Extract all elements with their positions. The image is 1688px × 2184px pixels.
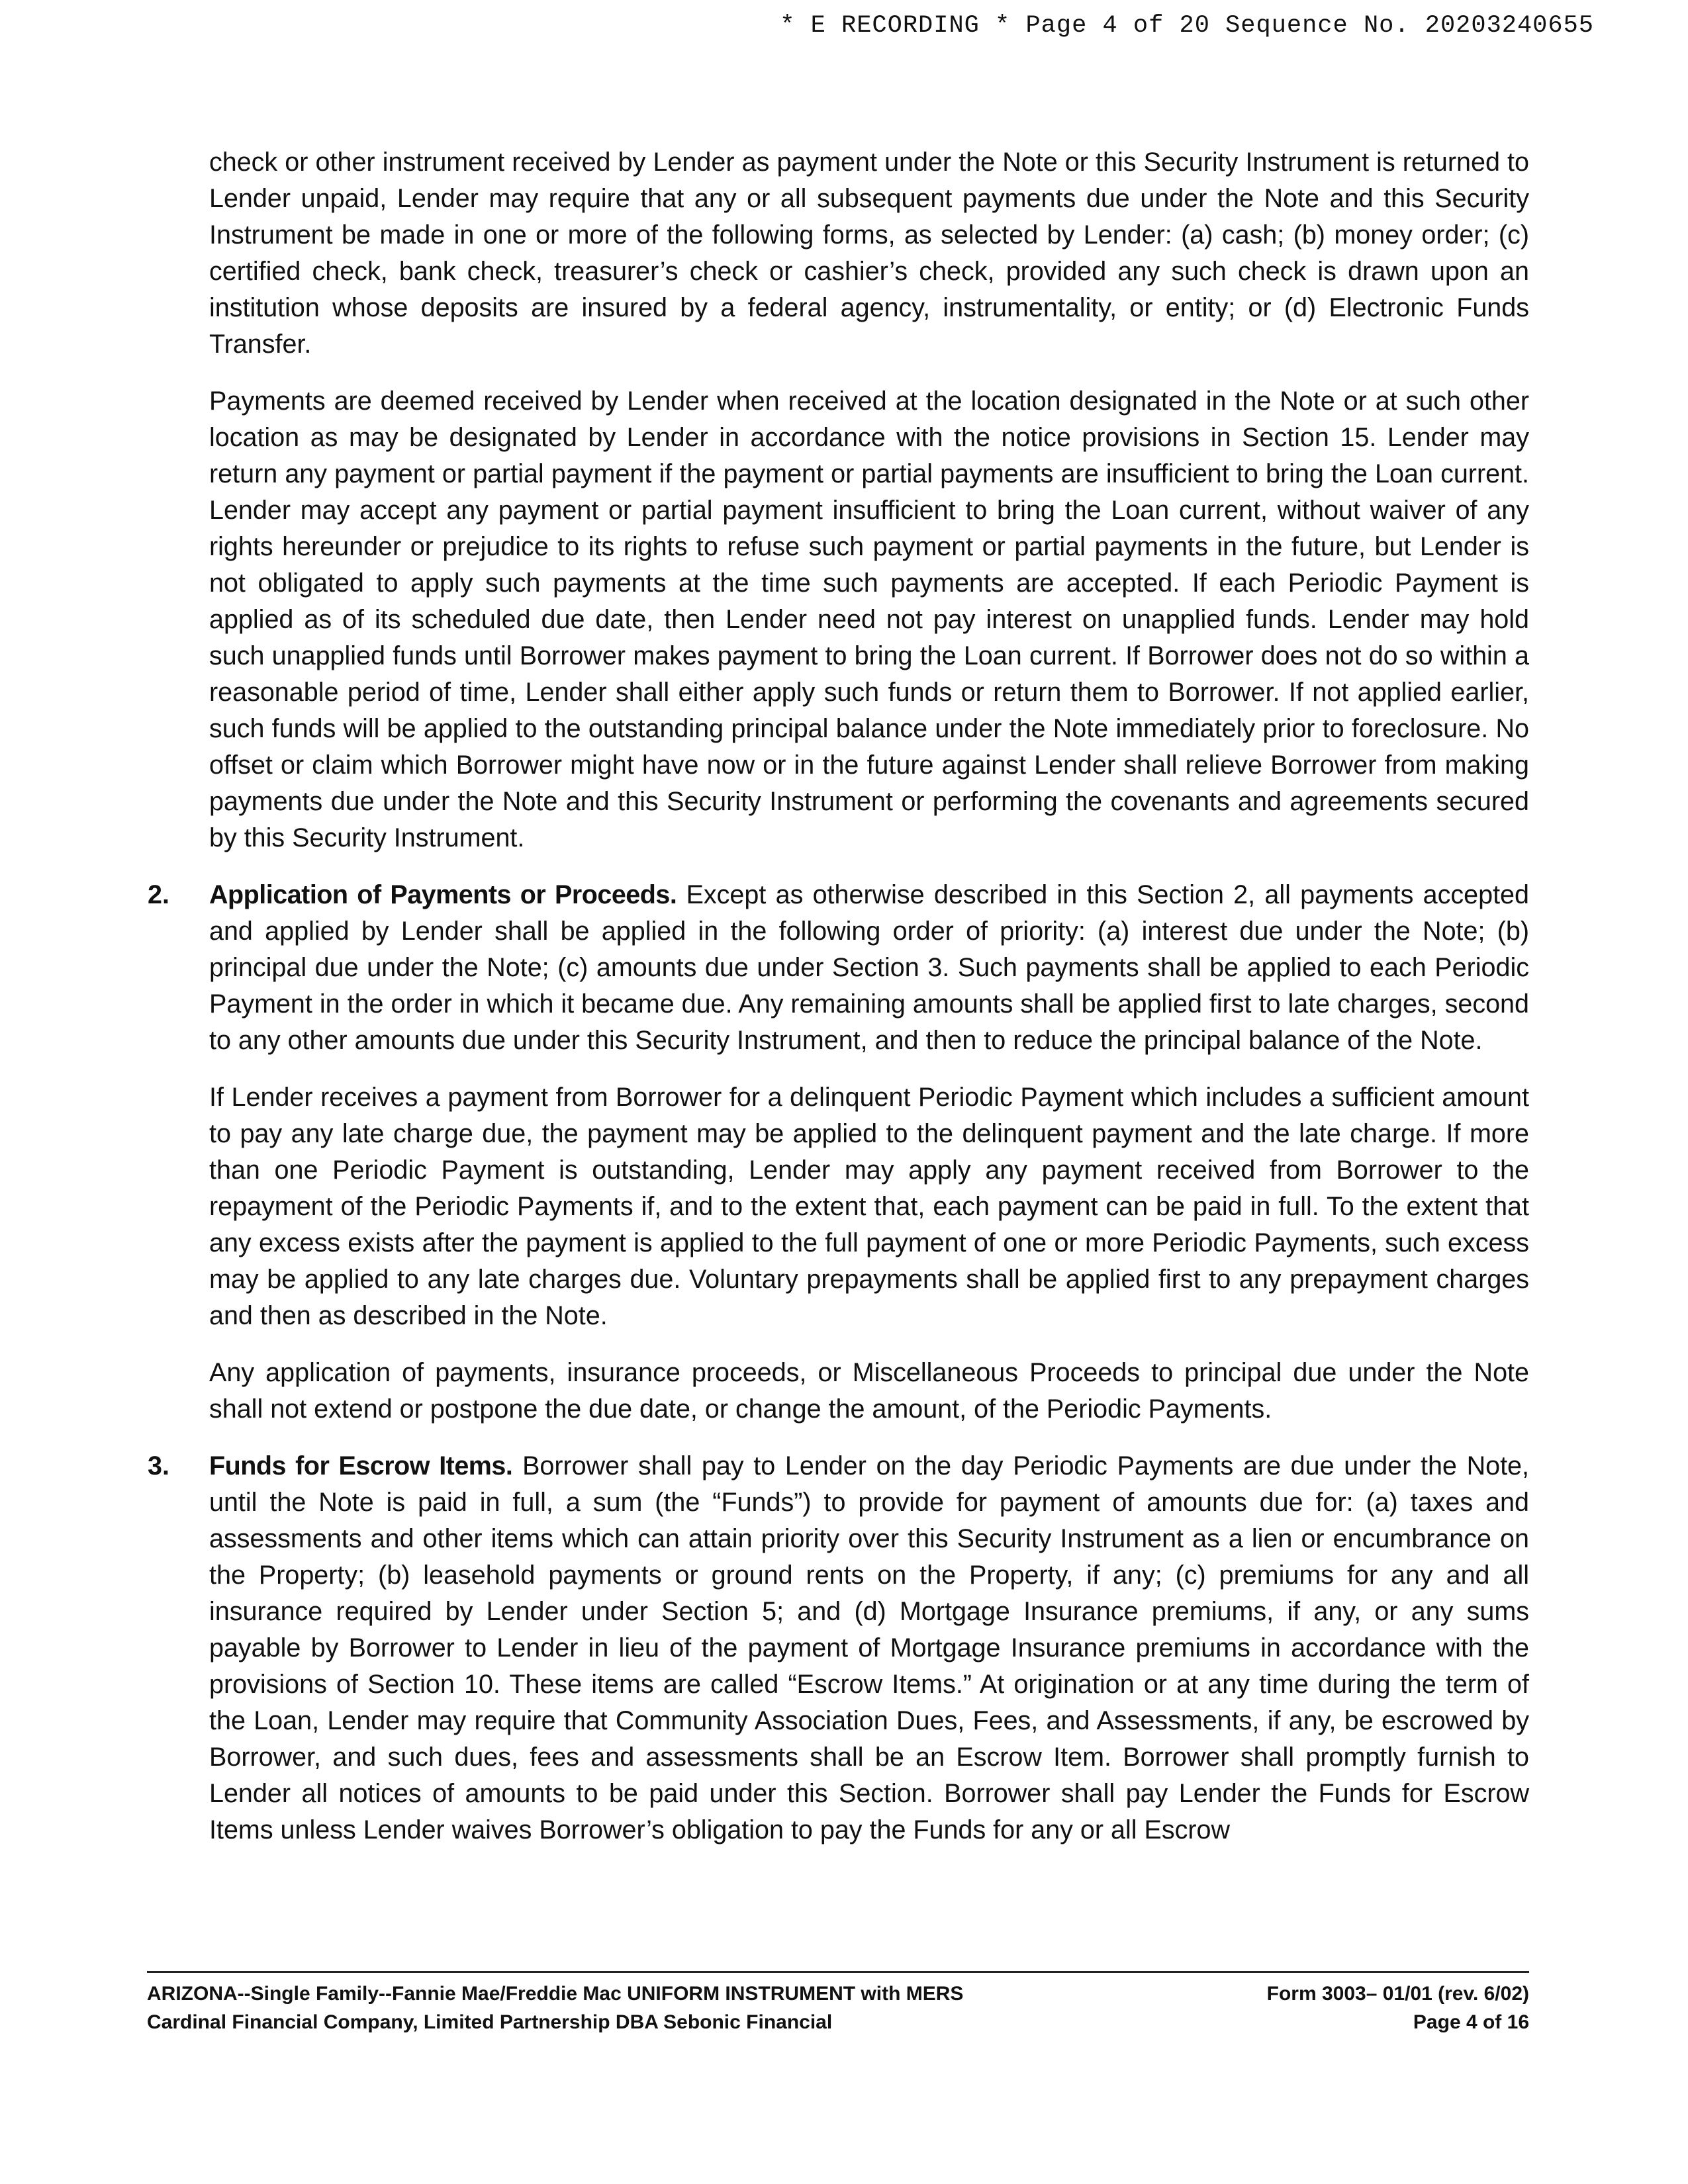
section-3 bbox=[148, 1448, 1529, 1848]
recording-header: * E RECORDING * Page 4 of 20 Sequence No. 20203240655 bbox=[780, 12, 1594, 40]
footer-form-number: Form 3003– 01/01 (rev. 6/02) bbox=[1266, 1983, 1529, 2005]
section-2-heading: Application of Payments or Proceeds. bbox=[209, 880, 677, 909]
section-2 bbox=[148, 877, 1529, 1059]
footer-row-1 bbox=[147, 1979, 1529, 2008]
section-3-heading: Funds for Escrow Items. bbox=[209, 1451, 513, 1480]
section-3-number: 3. bbox=[148, 1451, 169, 1480]
paragraph-returned-payments: check or other instrument received by Lender as payment under the Note or this Security Instrument is returned to Lender unpaid, Lender may require that any or all subsequent payments due under the Note and this Security Instrument be made in one or more of the following forms, as selected by Lender: (a) cash; (b) money order; (c) certified check, bank check, treasurer’s check or cashier’s check, provided any such check is drawn upon an institution whose deposits are insured by a federal agency, instrumentality, or entity; or (d) Electronic Funds Transfer. bbox=[209, 148, 1529, 359]
paragraph-payments-received: Payments are deemed received by Lender when received at the location designated in the Note or at such other location as may be designated by Lender in accordance with the notice provisions in Section 15. Lender may return any payment or partial payment if the payment or partial payments are insufficient to bring the Loan current. Lender may accept any payment or partial payment insufficient to bring the Loan current, without waiver of any rights hereunder or prejudice to its rights to refuse such payment or partial payments in the future, but Lender is not obligated to apply such payments at the time such payments are accepted. If each Periodic Payment is applied as of its scheduled due date, then Lender need not pay interest on unapplied funds. Lender may hold such unapplied funds until Borrower makes payment to bring the Loan current. If Borrower does not do so within a reasonable period of time, Lender shall either apply such funds or return them to Borrower. If not applied earlier, such funds will be applied to the outstanding principal balance under the Note immediately prior to foreclosure. No offset or claim which Borrower might have now or in the future against Lender shall relieve Borrower from making payments due under the Note and this Security Instrument or performing the covenants and agreements secured by this Security Instrument. bbox=[209, 387, 1529, 852]
page-footer bbox=[147, 1971, 1529, 2036]
section-3-text: Borrower shall pay to Lender on the day Periodic Payments are due under the Note, until the Note is paid in full, a sum (the “Funds”) to provide for payment of amounts due for: (a) taxes and assessments and other items which can attain priority over this Security Instrument as a lien or encumbrance on the Property; (b) leasehold payments or ground rents on the Property, if any; (c) premiums for any and all insurance required by Lender under Section 5; and (d) Mortgage Insurance premiums, if any, or any sums payable by Borrower to Lender in lieu of the payment of Mortgage Insurance premiums in accordance with the provisions of Section 10. These items are called “Escrow Items.” At origination or at any time during the term of the Loan, Lender may require that Community Association Dues, Fees, and Assessments, if any, be escrowed by Borrower, and such dues, fees and assessments shall be an Escrow Item. Borrower shall promptly furnish to Lender all notices of amounts to be paid under this Section. Borrower shall pay Lender the Funds for Escrow Items unless Lender waives Borrower’s obligation to pay the Funds for any or all Escrow bbox=[209, 1451, 1529, 1844]
paragraph-delinquent-payment: If Lender receives a payment from Borrower for a delinquent Periodic Payment which includes a sufficient amount to pay any late charge due, the payment may be applied to the delinquent payment and the late charge. If more than one Periodic Payment is outstanding, Lender may apply any payment received from Borrower to the repayment of the Periodic Payments if, and to the extent that, each payment can be paid in full. To the extent that any excess exists after the payment is applied to the full payment of one or more Periodic Payments, such excess may be applied to any late charges due. Voluntary prepayments shall be applied first to any prepayment charges and then as described in the Note. bbox=[209, 1083, 1529, 1330]
footer-page-number: Page 4 of 16 bbox=[1413, 2011, 1529, 2033]
footer-row-2 bbox=[147, 2008, 1529, 2036]
section-2-number: 2. bbox=[148, 880, 169, 909]
footer-form-title: ARIZONA--Single Family--Fannie Mae/Freddie Mac UNIFORM INSTRUMENT with MERS bbox=[147, 1983, 964, 2005]
paragraph-application-of-proceeds: Any application of payments, insurance proceeds, or Miscellaneous Proceeds to principal due under the Note shall not extend or postpone the due date, or change the amount, of the Periodic Payments. bbox=[209, 1358, 1529, 1424]
section-2-text: Except as otherwise described in this Section 2, all payments accepted and applied by Lender shall be applied in the following order of priority: (a) interest due under the Note; (b) principal due under the Note; (c) amounts due under Section 3. Such payments shall be applied to each Periodic Payment in the order in which it became due. Any remaining amounts shall be applied first to late charges, second to any other amounts due under this Security Instrument, and then to reduce the principal balance of the Note. bbox=[209, 880, 1529, 1055]
footer-lender-name: Cardinal Financial Company, Limited Partnership DBA Sebonic Financial bbox=[147, 2011, 833, 2033]
document-body bbox=[148, 144, 1529, 1869]
